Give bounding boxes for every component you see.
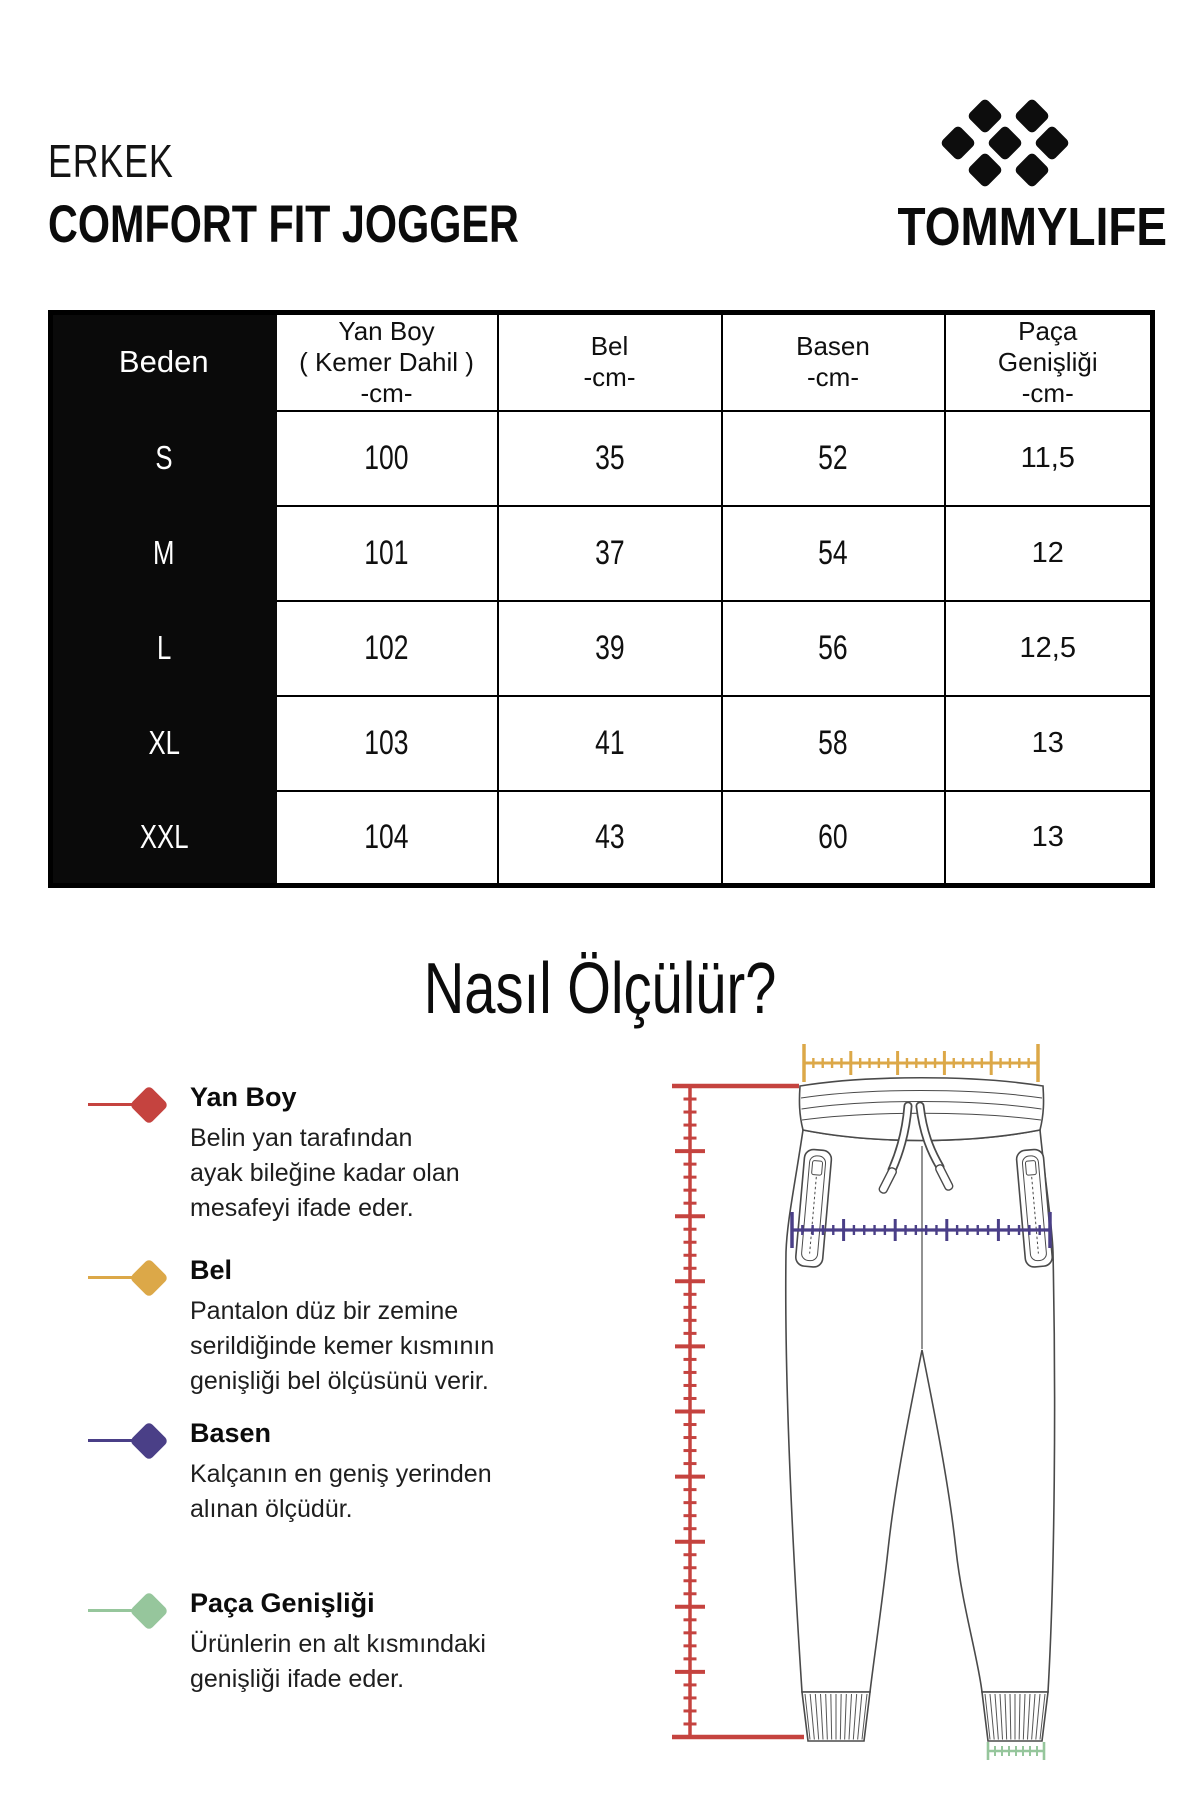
table-row [51,411,1153,506]
table-row [51,506,1153,601]
size-value: 60 [722,791,945,886]
subtitle [48,134,209,188]
legend-description: Ürünlerin en alt kısmındaki genişliği ifade eder. [190,1630,486,1693]
logo-diamond-icon [967,98,1004,135]
legend-title: Paça Genişliği [190,1588,375,1618]
table-row [51,696,1153,791]
table-header-basen: Basen -cm- [722,313,945,411]
bel-ruler [804,1044,1038,1082]
legend-diamond-icon [129,1421,169,1461]
legend-title: Bel [190,1255,233,1285]
yan-boy-ruler [672,1086,804,1737]
size-label: L [51,601,276,696]
section-title-text: Nasıl Ölçülür? [423,949,777,1029]
size-value: 102 [276,601,498,696]
size-value: 39 [498,601,722,696]
subtitle-text: ERKEK [48,135,174,187]
size-value: 11,5 [945,411,1153,506]
logo-diamond-icon [987,125,1024,162]
size-label: XXL [51,791,276,886]
size-value: 58 [722,696,945,791]
size-value: 35 [498,411,722,506]
paca-genisligi-ruler [988,1742,1044,1760]
jogger-diagram [600,1020,1200,1800]
legend-diamond-icon [129,1591,169,1631]
table-header-beden: Beden [51,313,276,411]
size-value: 43 [498,791,722,886]
size-label: XL [51,696,276,791]
brand-name-text: TOMMYLIFE [897,197,1167,257]
legend-description: Kalçanın en geniş yerinden alınan ölçüdür. [190,1460,492,1523]
size-value: 12,5 [945,601,1153,696]
size-value: 54 [722,506,945,601]
size-label: S [51,411,276,506]
legend-description: Belin yan tarafından ayak bileğine kadar olan mesafeyi ifade eder. [190,1124,460,1222]
size-label: M [51,506,276,601]
legend-item-paca-genisligi [88,1588,548,1697]
logo-diamond-icon [940,125,977,162]
table-header-bel: Bel -cm- [498,313,722,411]
logo-diamond-icon [967,152,1004,189]
size-value: 41 [498,696,722,791]
legend-title: Basen [190,1418,272,1448]
size-value: 104 [276,791,498,886]
size-value: 13 [945,791,1153,886]
legend-item-basen [88,1418,548,1527]
page-title [48,194,652,255]
legend-title: Yan Boy [190,1082,297,1112]
brand-name [850,196,1167,258]
table-row [51,791,1153,886]
table-row [51,601,1153,696]
size-value: 52 [722,411,945,506]
legend-diamond-icon [129,1085,169,1125]
logo-diamond-icon [1014,98,1051,135]
size-value: 56 [722,601,945,696]
logo-diamond-icon [1014,152,1051,189]
size-table [48,310,1155,888]
legend-item-bel [88,1255,548,1399]
size-value: 12 [945,506,1153,601]
legend-diamond-icon [129,1258,169,1298]
section-title [0,948,1200,1030]
table-header-paca: Paça Genişliği -cm- [945,313,1153,411]
size-value: 100 [276,411,498,506]
size-value: 13 [945,696,1153,791]
page-title-text: COMFORT FIT JOGGER [48,195,519,254]
legend-description: Pantalon düz bir zemine serildiğinde kemer kısmının genişliği bel ölçüsünü verir. [190,1297,495,1395]
legend-item-yan-boy [88,1082,548,1226]
size-value: 101 [276,506,498,601]
size-value: 37 [498,506,722,601]
size-value: 103 [276,696,498,791]
table-header-row [51,313,1153,411]
brand-logo [935,96,1075,192]
logo-diamond-icon [1034,125,1071,162]
table-header-yan-boy: Yan Boy ( Kemer Dahil ) -cm- [276,313,498,411]
